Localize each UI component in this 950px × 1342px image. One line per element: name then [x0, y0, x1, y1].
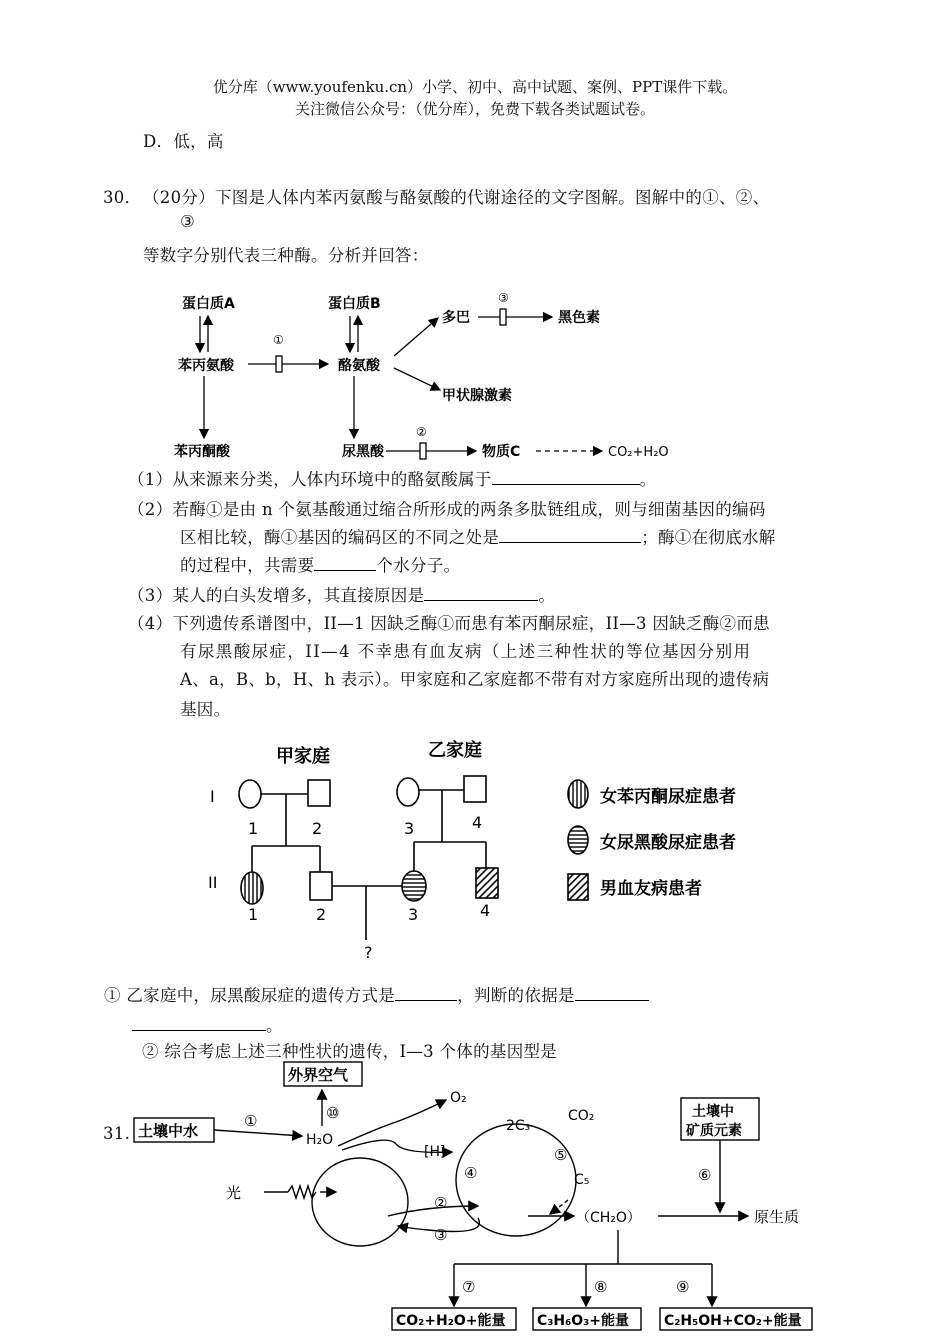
- generation-II-label: II: [208, 873, 218, 892]
- node-co2-h2o: CO₂+H₂O: [608, 445, 669, 460]
- q30-part4-1-text-a: ① 乙家庭中，尿黑酸尿症的遗传方式是: [104, 986, 396, 1005]
- q30-sub1: [128, 466, 657, 489]
- h2o-text: H₂O: [306, 1132, 334, 1148]
- legend-icon-female-alkaptonuria: [568, 826, 588, 854]
- q30-intro-line3: 等数字分别代表三种酶。分析并回答：: [143, 246, 429, 265]
- node-protein-a: 蛋白质A: [182, 296, 235, 312]
- photosynthesis-diagram: [128, 1058, 828, 1338]
- q30-intro-line1: （20分）下图是人体内苯丙氨酸与酪氨酸的代谢途径的文字图解。图解中的①、②、: [143, 188, 770, 207]
- header-line-1: 优分库（www.youfenku.cn）小学、初中、高中试题、案例、PPT课件下载。: [212, 78, 738, 96]
- node-phenylalanine: 苯丙氨酸: [178, 358, 234, 374]
- step-1: ①: [244, 1112, 258, 1130]
- node-phenylpyruvate: 苯丙酮酸: [174, 444, 230, 460]
- q31-number: 31.: [103, 1124, 131, 1143]
- q30-sub1-end: 。: [639, 470, 657, 489]
- q30-sub3-end: 。: [538, 586, 556, 605]
- co2-text: CO₂: [568, 1108, 595, 1124]
- step-4: ④: [464, 1164, 478, 1182]
- pedigree-chart: [200, 730, 740, 966]
- legend-icon-male-hemophilia: [568, 874, 588, 900]
- ch2o-text: （CH₂O）: [576, 1210, 641, 1226]
- ind-II-2: [310, 872, 332, 900]
- q30-part4-1-blank-3[interactable]: [132, 1014, 266, 1032]
- enzyme-3-label: ③: [498, 291, 509, 305]
- q30-sub4-line1: （4）下列遗传系谱图中，II—1 因缺乏酶①而患有苯丙酮尿症，II—3 因缺乏酶②而患: [128, 614, 770, 633]
- o2-text: O₂: [450, 1090, 467, 1106]
- step-3: ③: [434, 1226, 448, 1244]
- q30-sub2-text-b: 区相比较，酶①基因的编码区的不同之处是: [180, 528, 500, 547]
- step-8: ⑧: [594, 1278, 608, 1296]
- q30-part4-1-cont: [132, 1012, 283, 1036]
- enzyme-2-label: ②: [416, 425, 427, 439]
- c3-text: 2C₃: [506, 1118, 531, 1134]
- offspring-question: ?: [364, 943, 373, 962]
- legend-male-hemophilia: 男血友病患者: [600, 879, 702, 899]
- q30-intro-line2: ③: [180, 212, 196, 231]
- q30-sub2-line2: [180, 524, 776, 548]
- q30-sub2-text-c: ；酶①在彻底水解: [641, 528, 776, 547]
- light-text: 光: [226, 1184, 242, 1202]
- header-line-2: 关注微信公众号：（优分库），免费下载各类试题试卷。: [294, 100, 655, 118]
- enzyme-1-label: ①: [273, 333, 284, 347]
- q30-sub2-line1: （2）若酶①是由 n 个氨基酸通过缩合所形成的两条多肽链组成，则与细菌基因的编码: [128, 500, 766, 519]
- q30-sub2-text-e: 个水分子。: [376, 556, 461, 575]
- ind-II-3: [402, 871, 426, 901]
- legend-icon-female-pku: [568, 780, 588, 808]
- ind-I-1-num: 1: [248, 819, 259, 838]
- ind-II-3-num: 3: [408, 905, 419, 924]
- step-5: ⑤: [554, 1146, 568, 1164]
- legend-female-pku: 女苯丙酮尿症患者: [600, 787, 736, 807]
- c5-text: C₅: [574, 1172, 590, 1188]
- ind-I-3: [397, 778, 419, 806]
- q30-sub4-line3: A、a，B、b，H、h 表示）。甲家庭和乙家庭都不带有对方家庭所出现的遗传病: [180, 670, 770, 689]
- q30-part4-1-blank-1[interactable]: [395, 984, 457, 1002]
- prev-option-d: D．低，高: [143, 132, 224, 151]
- q30-part4-2: ② 综合考虑上述三种性状的遗传，I—3 个体的基因型是: [142, 1042, 558, 1061]
- step-2: ②: [434, 1194, 448, 1212]
- output-3-text: C₂H₅OH+CO₂+能量: [664, 1313, 802, 1329]
- q30-number: 30．: [103, 188, 142, 207]
- q30-part4-1: [104, 982, 649, 1006]
- q30-sub3-text: （3）某人的白头发增多，其直接原因是: [128, 586, 425, 605]
- q30-part4-1-end: 。: [266, 1016, 283, 1035]
- soil-minerals-text-1: 土壤中: [692, 1104, 734, 1120]
- step-9: ⑨: [676, 1278, 690, 1296]
- metabolic-pathway-diagram: [160, 280, 720, 468]
- node-melanin: 黑色素: [558, 310, 600, 326]
- node-dopa: 多巴: [442, 310, 470, 326]
- step-7: ⑦: [462, 1278, 476, 1296]
- q30-sub2-text-d: 的过程中，共需要: [180, 556, 315, 575]
- light-reaction-ellipse: [312, 1158, 408, 1246]
- soil-water-text: 土壤中水: [138, 1122, 199, 1140]
- q30-sub2-blank-1[interactable]: [499, 526, 641, 544]
- step-10: ⑩: [326, 1104, 340, 1122]
- q30-sub1-blank[interactable]: [492, 468, 640, 486]
- ind-II-4: [476, 868, 498, 898]
- node-thyroid-hormone: 甲状腺激素: [442, 388, 512, 404]
- ind-I-4-num: 4: [472, 813, 483, 832]
- family-b-label: 乙家庭: [428, 740, 482, 761]
- ind-II-4-num: 4: [480, 901, 491, 920]
- h-text: [H]: [424, 1144, 446, 1160]
- ind-I-2: [308, 780, 330, 806]
- ind-II-1-num: 1: [248, 905, 259, 924]
- node-protein-b: 蛋白质B: [328, 296, 381, 312]
- output-1-text: CO₂+H₂O+能量: [396, 1313, 506, 1329]
- ind-I-2-num: 2: [312, 819, 323, 838]
- q30-sub3-blank[interactable]: [424, 584, 538, 602]
- q30-sub1-text: （1）从来源来分类，人体内环境中的酪氨酸属于: [128, 470, 492, 489]
- step-6: ⑥: [698, 1166, 712, 1184]
- q30-sub2-blank-2[interactable]: [314, 554, 376, 572]
- node-tyrosine: 酪氨酸: [338, 358, 380, 374]
- q30-part4-1-text-b: ，判断的依据是: [457, 986, 575, 1005]
- q30-sub3: [128, 582, 555, 606]
- q30-part4-1-blank-2[interactable]: [575, 984, 649, 1002]
- family-a-label: 甲家庭: [276, 746, 330, 767]
- ind-I-4: [464, 776, 486, 802]
- legend-female-alkaptonuria: 女尿黑酸尿症患者: [600, 833, 736, 853]
- output-2-text: C₃H₆O₃+能量: [537, 1313, 630, 1329]
- q30-sub2-line3: [180, 552, 460, 576]
- ind-I-1: [239, 780, 261, 808]
- ind-I-3-num: 3: [404, 819, 415, 838]
- node-homogentisic-acid: 尿黑酸: [342, 444, 384, 460]
- ind-II-1: [241, 872, 263, 904]
- q30-sub4-line4: 基因。: [180, 700, 231, 719]
- ind-II-2-num: 2: [316, 905, 327, 924]
- node-substance-c: 物质C: [482, 444, 521, 460]
- outside-air-text: 外界空气: [288, 1066, 349, 1084]
- q30-sub4-line2: 有尿黑酸尿症，II—4 不幸患有血友病（上述三种性状的等位基因分别用: [180, 642, 752, 661]
- generation-I-label: I: [210, 787, 215, 806]
- protoplasm-text: 原生质: [754, 1208, 800, 1226]
- soil-minerals-text-2: 矿质元素: [686, 1123, 742, 1139]
